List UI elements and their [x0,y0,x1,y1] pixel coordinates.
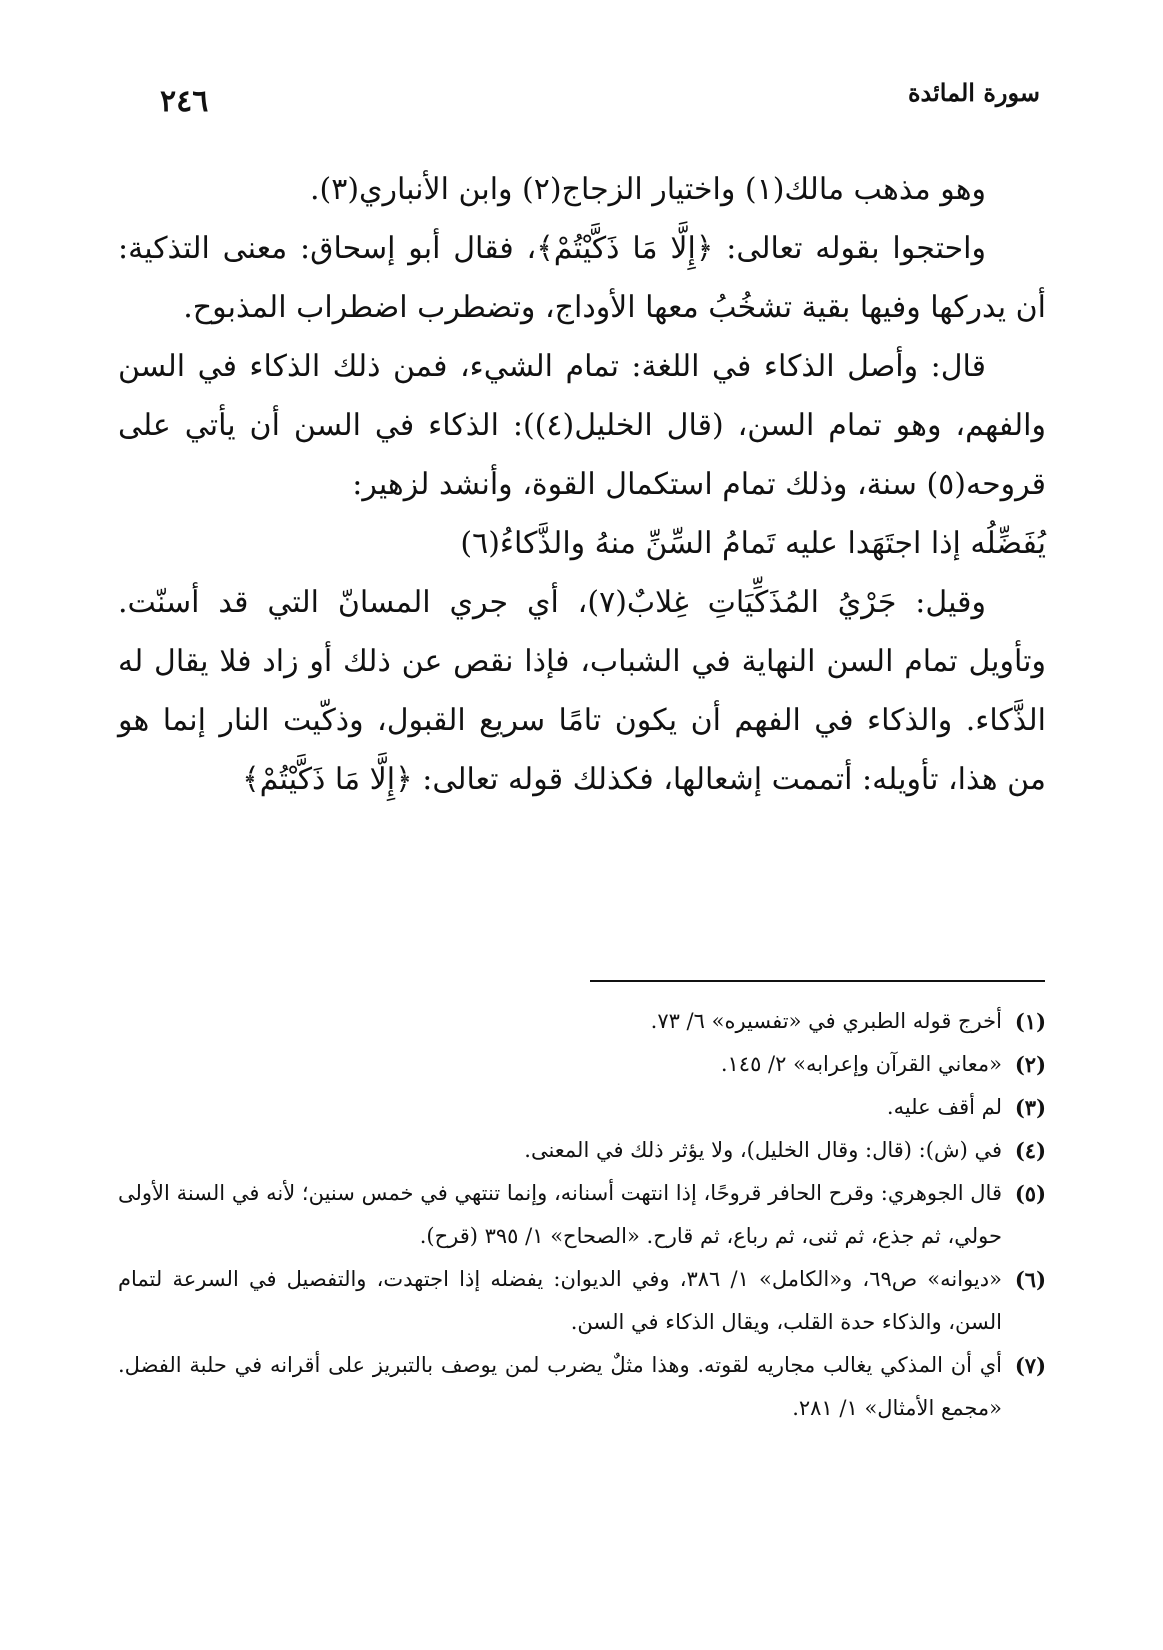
footnote-number: (٣) [1014,1095,1046,1120]
footnote-text: لم أقف عليه. [886,1095,1002,1119]
page-number: ٢٤٦ [160,84,209,119]
surah-title: سورة المائدة [907,78,1040,107]
paragraph-3: قال: وأصل الذكاء في اللغة: تمام الشيء، فمن ذلك الذكاء في السن والفهم، وهو تمام السن، (قال الخليل(٤)): الذكاء في السن أن يأتي على قروحه(٥) سنة، وذلك تمام استكمال القوة، وأنشد لزهير: [118,349,1047,502]
paragraph-2: واحتجوا بقوله تعالى: ﴿إِلَّا مَا ذَكَّيْتُمْ﴾، فقال أبو إسحاق: معنى التذكية: أن يدركها وفيها بقية تشخُبُ معها الأوداج، وتضطرب اضطراب المذبوح. [118,231,1046,325]
footnote-number: (٤) [1014,1138,1046,1163]
footnote-text: أخرج قوله الطبري في «تفسيره» ٦/ ٧٣. [650,1009,1002,1033]
footnote-separator [590,980,1045,982]
footnote-text: قال الجوهري: وقرح الحافر قروحًا، إذا انتهت أسنانه، وإنما تنتهي في خمس سنين؛ لأنه في السنة الأولى حولي، ثم جذع، ثم ثنى، ثم رباع، ثم قارح. «الصحاح» ١/ ٣٩٥ (قرح). [118,1181,1002,1248]
footnote-number: (٢) [1014,1052,1046,1077]
paragraph-4: وقيل: جَرْيُ المُذَكِّيَاتِ غِلابٌ(٧)، أي جري المسانّ التي قد أسنّت. وتأويل تمام السن النهاية في الشباب، فإذا نقص عن ذلك أو زاد فلا يقال له الذَّكاء. والذكاء في الفهم أن يكون تامًا سريع القبول، وذكّيت النار إنما هو من هذا، تأويله: أتممت إشعالها، فكذلك قوله تعالى: ﴿إِلَّا مَا ذَكَّيْتُمْ﴾ [118,585,1046,797]
footnote-item [118,1000,1046,1043]
paragraph-1: وهو مذهب مالك(١) واختيار الزجاج(٢) وابن الأنباري(٣). [309,172,986,207]
footnote-item [118,1086,1046,1129]
main-text [118,160,1046,809]
footnote-item [118,1043,1046,1086]
footnote-number: (٥) [1014,1181,1046,1206]
footnote-number: (٦) [1014,1267,1046,1292]
footnote-text: أي أن المذكي يغالب مجاريه لقوته. وهذا مثلٌ يضرب لمن يوصف بالتبريز على أقرانه في حلبة الفضل. «مجمع الأمثال» ١/ ٢٨١. [118,1353,1002,1420]
footnote-item [118,1258,1046,1344]
running-head [160,78,1040,134]
footnotes [118,1000,1046,1430]
footnote-text: في (ش): (قال: وقال الخليل)، ولا يؤثر ذلك في المعنى. [524,1138,1002,1162]
footnote-item [118,1129,1046,1172]
footnote-number: (١) [1014,1009,1046,1034]
footnote-item [118,1172,1046,1258]
footnote-text: «معاني القرآن وإعرابه» ٢/ ١٤٥. [720,1052,1002,1076]
footnote-number: (٧) [1014,1353,1046,1378]
footnote-text: «ديوانه» ص٦٩، و«الكامل» ١/ ٣٨٦، وفي الديوان: يفضله إذا اجتهدت، والتفصيل في السرعة لتمام السن، والذكاء حدة القلب، ويقال الذكاء في السن. [118,1267,1002,1334]
footnote-item [118,1344,1046,1430]
poetry-verse: يُفَضِّلُه إذا اجتَهَدا عليه تَمامُ السِّنِّ منهُ والذَّكاءُ(٦) [460,526,1046,561]
